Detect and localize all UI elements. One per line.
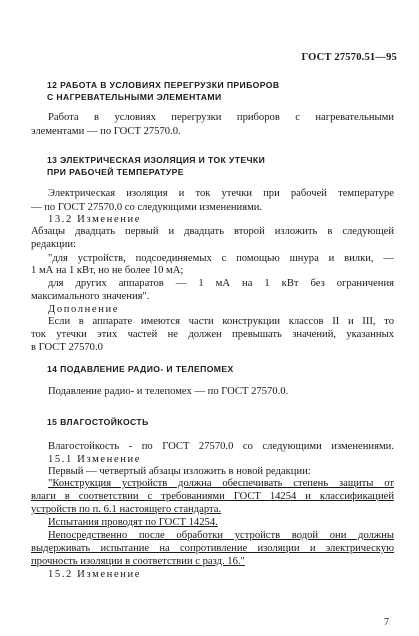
section-13-line-11: Если в аппарате имеются части конструкции классов II и III, то: [48, 316, 394, 327]
section-15-title-line-1: 15 ВЛАГОСТОЙКОСТЬ: [47, 417, 149, 427]
section-12-line-1: Работа в условиях перегрузки приборов с нагревательными: [48, 112, 394, 123]
section-13-title: [47, 154, 397, 178]
section-14-title-line-1: 14 ПОДАВЛЕНИЕ РАДИО- И ТЕЛЕПОМЕХ: [47, 364, 234, 374]
section-13-line-6: "для устройств, подсоединяемых с помощью шнура и вилки, —: [48, 253, 394, 264]
section-13-addition-heading: Дополнение: [48, 304, 120, 315]
section-13-line-7: 1 мА на 1 кВт, но не более 10 мА;: [31, 265, 184, 276]
section-13-line-1: Электрическая изоляция и ток утечки при рабочей температуре: [48, 188, 394, 199]
section-13-line-5: редакции:: [31, 239, 77, 250]
document-header: ГОСТ 27570.51—95: [301, 52, 397, 63]
section-13-line-13: в ГОСТ 27570.0: [31, 342, 103, 353]
section-13-title-line-2: ПРИ РАБОЧЕЙ ТЕМПЕРАТУРЕ: [47, 167, 184, 177]
section-13-line-2: — по ГОСТ 27570.0 со следующими изменениями.: [31, 202, 263, 213]
section-14-line-1: Подавление радио- и телепомех — по ГОСТ 27570.0.: [48, 386, 289, 397]
section-15-change-heading-1: 15.1 Изменение: [48, 454, 142, 465]
section-13-change-heading: 13.2 Изменение: [48, 214, 142, 225]
section-13-line-12: ток утечки этих частей не должен превышать значений, указанных: [31, 329, 394, 340]
section-13-title-line-1: 13 ЭЛЕКТРИЧЕСКАЯ ИЗОЛЯЦИЯ И ТОК УТЕЧКИ: [47, 155, 266, 165]
section-15-line-7: Испытания проводят по ГОСТ 14254.: [48, 517, 218, 528]
section-15-line-4: "Конструкция устройств должна обеспечивать степень защиты от: [48, 478, 394, 489]
section-15-change-heading-2: 15.2 Изменение: [48, 569, 142, 580]
section-12-title: [47, 79, 397, 103]
section-12-title-line-2: С НАГРЕВАТЕЛЬНЫМИ ЭЛЕМЕНТАМИ: [47, 92, 222, 102]
section-15-title: [47, 416, 397, 428]
section-15-line-1: Влагостойкость - по ГОСТ 27570.0 со следующими изменениями.: [48, 441, 394, 452]
section-15-line-9: выдерживать испытание на сопротивление изоляции и электрическую: [31, 543, 394, 554]
section-12-title-line-1: 12 РАБОТА В УСЛОВИЯХ ПЕРЕГРУЗКИ ПРИБОРОВ: [47, 80, 280, 90]
section-14-title: [47, 363, 397, 375]
section-15-line-5: влаги в соответствии с требованиями ГОСТ 14254 и классификацией: [31, 491, 394, 502]
section-15-line-3: Первый — четвертый абзацы изложить в новой редакции:: [48, 466, 311, 477]
section-13-line-4: Абзацы двадцать первый и двадцать второй изложить в следующей: [31, 226, 394, 237]
section-15-line-10: прочность изоляции в соответствии с разд. 16.": [31, 556, 245, 567]
section-15-line-8: Непосредственно после обработки устройств водой они должны: [48, 530, 394, 541]
section-13-line-9: максимального значения".: [31, 291, 150, 302]
page-number: 7: [384, 617, 389, 628]
section-15-line-6: устройств по п. 6.1 настоящего стандарта.: [31, 504, 222, 515]
section-13-line-8: для других аппаратов — 1 мА на 1 кВт без ограничения: [48, 278, 394, 289]
section-12-line-2: элементами — по ГОСТ 27570.0.: [31, 126, 181, 137]
